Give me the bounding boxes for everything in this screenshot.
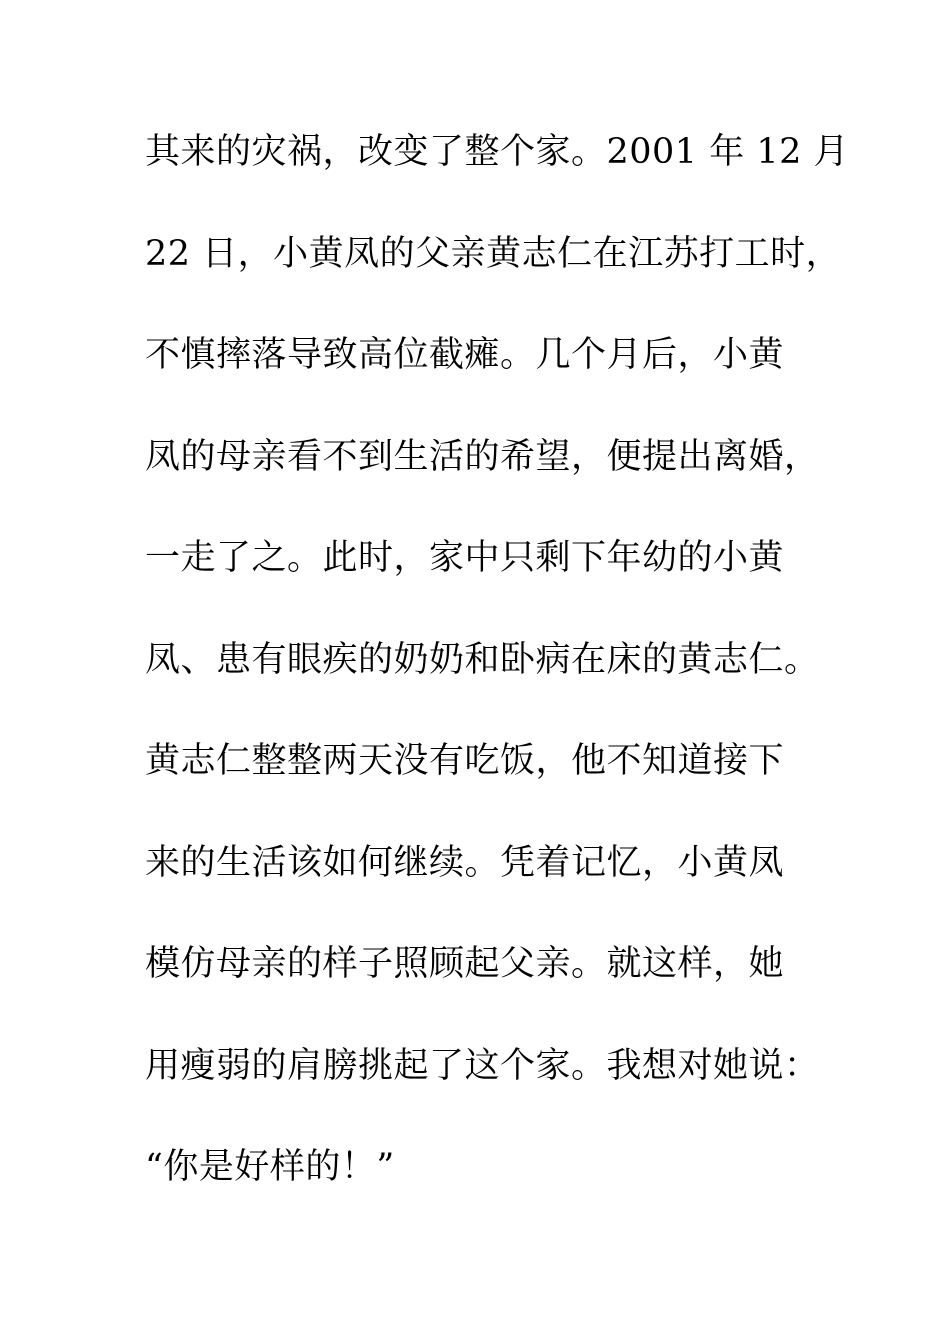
text-line-7: 黄志仁整整两天没有吃饭，他不知道接下: [145, 741, 785, 781]
text-line-8: 来的生活该如何继续。凭着记忆，小黄凤: [145, 842, 785, 883]
text-line-1: 其来的灾祸，改变了整个家。2001 年 12 月: [145, 132, 849, 172]
body-text: [145, 122, 849, 1239]
text-line-2: 22 日，小黄凤的父亲黄志仁在江苏打工时，: [145, 233, 842, 274]
text-line-6: 凤、患有眼疾的奶奶和卧病在床的黄志仁。: [145, 639, 820, 680]
text-line-10: 用瘦弱的肩膀挑起了这个家。我想对她说：: [145, 1045, 820, 1086]
text-line-3: 不慎摔落导致高位截瘫。几个月后，小黄: [145, 335, 785, 375]
text-line-9: 模仿母亲的样子照顾起父亲。就这样，她: [145, 944, 785, 984]
text-line-11: “你是好样的！”: [145, 1147, 395, 1187]
text-line-5: 一走了之。此时，家中只剩下年幼的小黄: [145, 538, 785, 578]
text-line-4: 凤的母亲看不到生活的希望，便提出离婚，: [145, 436, 820, 477]
